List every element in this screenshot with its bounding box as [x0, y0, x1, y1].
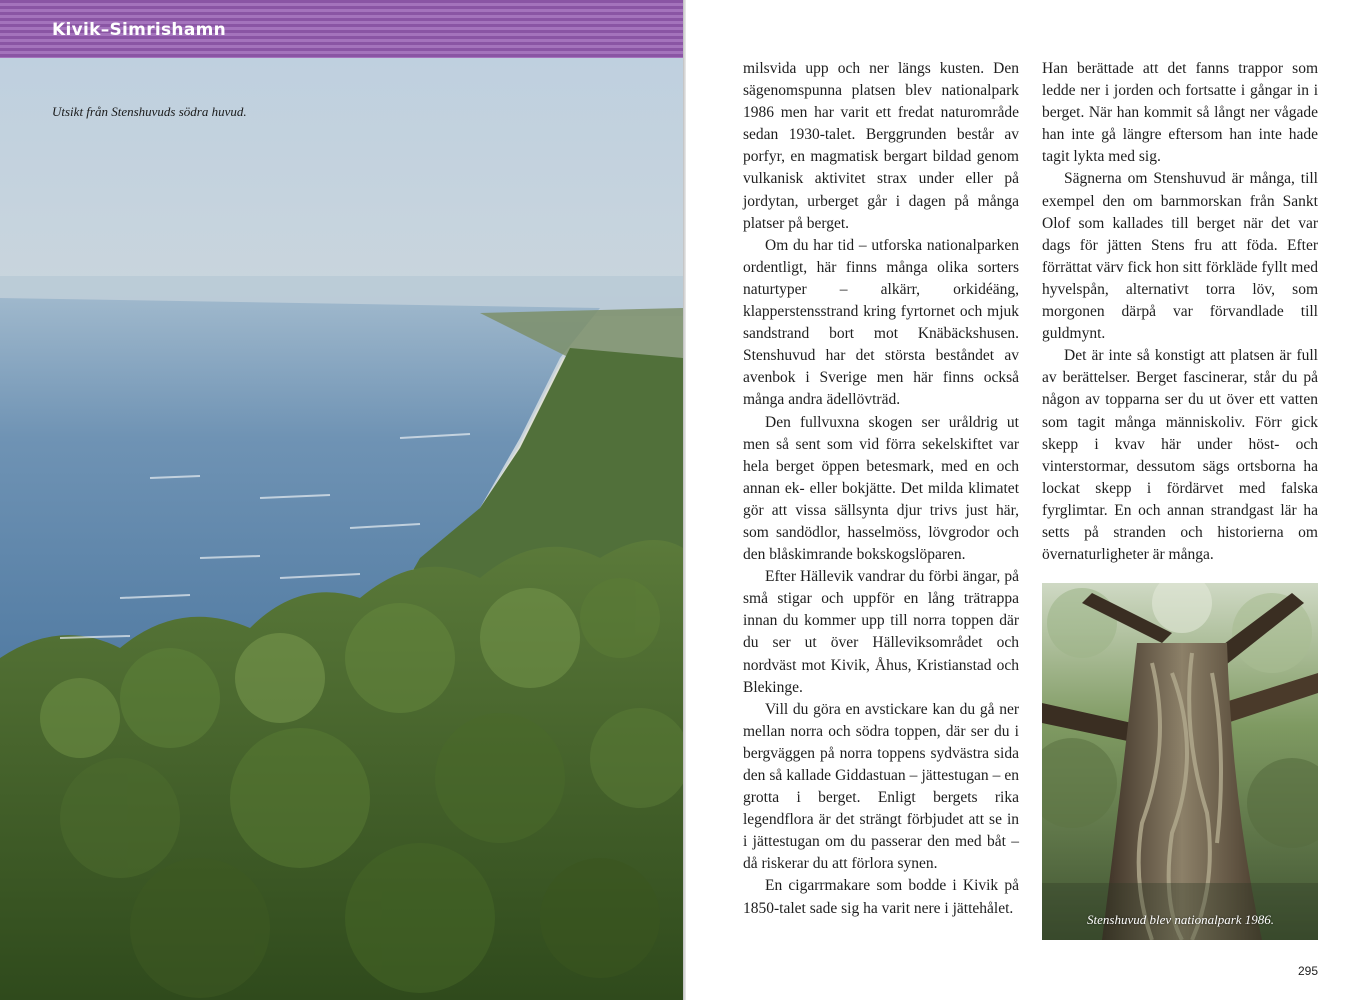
paragraph: Vill du göra en avstickare kan du gå ner mellan norra och södra toppen, där ser du i bergväggen på norra toppens sydvästra sida den så kallade Giddastuan – jättestugan – en grotta i berget. Enligt bergets rika legendflora är det strängt förbjudet att se in i jättestugan om du passerar den med båt – då riskerar du att förlora synen. — [743, 700, 1019, 873]
text-column-2 — [1042, 58, 1318, 566]
chapter-header-band — [0, 0, 683, 58]
coastline-photo — [0, 58, 683, 1000]
paragraph: Om du har tid – utforska nationalparken ordentligt, här finns många olika sorters naturtyper – alkärr, orkidéäng, klapperstensstrand kring fyrtornet och mjuk sandstrand bort mot Knäbäckshusen. Stenshuvud har det största beståndet av avenbok i Sverige men här finns också många andra ädellövträd. — [743, 236, 1019, 409]
page-gutter — [683, 0, 686, 1000]
paragraph: milsvida upp och ner längs kusten. Den sägenomspunna platsen blev nationalpark 1986 men har varit ett fredat naturområde sedan 1930-talet. Berggrunden består av porfyr, en magmatisk bergart bildad genom vulkanisk aktivitet strax under eller på jordytan, urberget går i dagen på många platser på berget. — [743, 60, 1019, 232]
paragraph: Det är inte så konstigt att platsen är full av berättelser. Berget fascinerar, står du på någon av topparna ser du ut över ett vatten som tagit många människoliv. Förr gick skepp i kvav här under höst- och vinterstormar, dessutom sägs ortsborna ha lockat skepp i fördärvet med falska fyrglimtar. En och annan strandgast lär ha setts på stranden och historierna om övernaturligheter är många. — [1042, 347, 1318, 564]
page-number: 295 — [1298, 964, 1319, 978]
tree-photo-image — [1042, 583, 1318, 940]
paragraph: Efter Hällevik vandrar du förbi ängar, på små stigar och uppför en lång trätrappa innan du kommer upp till norra toppen där du ser ut över Hälleviksområdet och nordväst mot Kivik, Åhus, Kristianstad och Blekinge. — [743, 568, 1019, 696]
tree-photo-caption: Stenshuvud blev nationalpark 1986. — [1087, 912, 1275, 927]
paragraph: Han berättade att det fanns trappor som ledde ner i jorden och fortsatte i gångar in i berget. När han kommit så långt ner vågade han inte gå längre eftersom han inte hade tagit lykta med sig. — [1042, 60, 1318, 166]
paragraph: Sägnerna om Stenshuvud är många, till exempel den om barnmorskan från Sankt Olof som kallades till berget när det var dags för jätten Stens fru att föda. Efter förrättat värv fick hon sitt förkläde fyllt med hyvelspån, alternativt torra löv, som morgonen därpå var förvandlade till guldmynt. — [1042, 170, 1318, 343]
photo-caption: Utsikt från Stenshuvuds södra huvud. — [52, 104, 247, 119]
paragraph: Den fullvuxna skogen ser uråldrig ut men så sent som vid förra sekelskiftet var hela berget öppen betesmark, med en och annan ek- eller bokjätte. Det milda klimatet gör att vissa sällsynta djur trivs just här, som sandödlor, hasselmöss, lövgrodor och den blåskimrande bokskogslöparen. — [743, 413, 1019, 564]
chapter-title: Kivik–Simrishamn — [52, 20, 227, 40]
tree-photo — [1042, 583, 1318, 940]
text-column-1 — [743, 58, 1019, 920]
paragraph: En cigarrmakare som bodde i Kivik på 1850-talet sade sig ha varit nere i jättehålet. — [743, 877, 1019, 917]
